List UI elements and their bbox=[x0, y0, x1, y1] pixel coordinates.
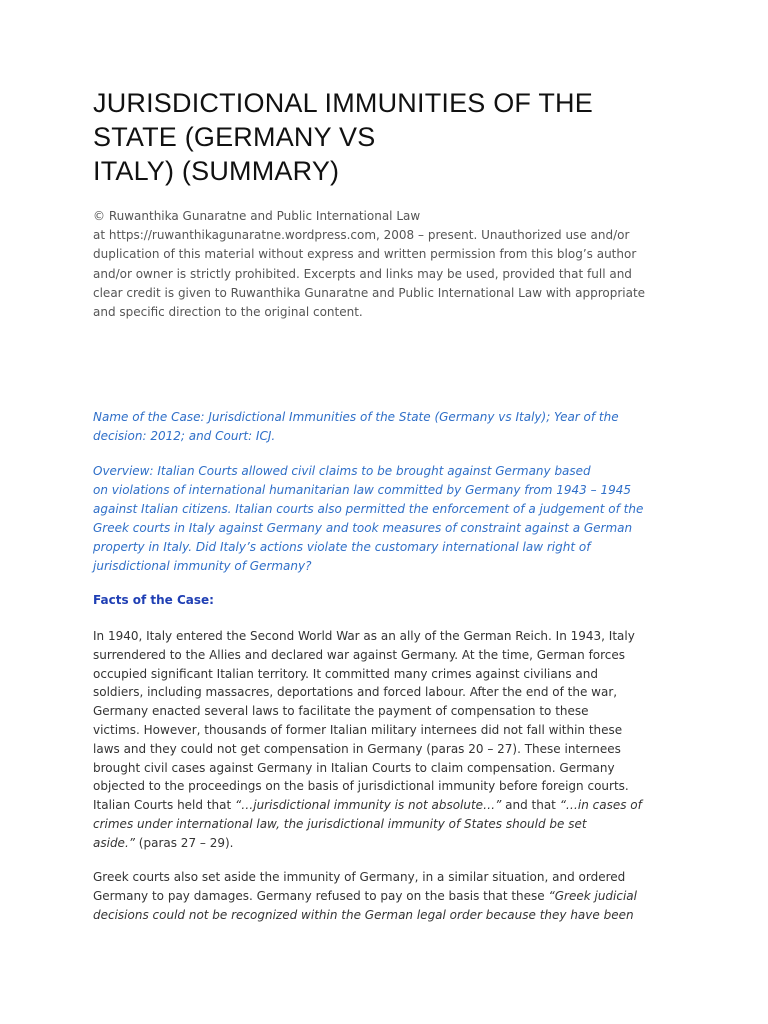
title-line-1: JURISDICTIONAL IMMUNITIES OF THE bbox=[93, 88, 593, 118]
title-line-3: ITALY) (SUMMARY) bbox=[93, 156, 340, 186]
facts-paragraph-2 bbox=[93, 868, 673, 924]
facts-p1-line-2: surrendered to the Allies and declared war against Germany. At the time, German forces bbox=[93, 647, 626, 662]
facts-p1-line-8: brought civil cases against Germany in Italian Courts to claim compensation. Germany bbox=[93, 760, 615, 775]
facts-p2-line-2 bbox=[93, 887, 673, 906]
facts-p1-line-4: soldiers, including massacres, deportations and forced labour. After the end of the war, bbox=[93, 685, 618, 700]
line10-start: Italian Courts held that bbox=[93, 798, 236, 813]
case-name-line-2: decision: 2012; and Court: ICJ. bbox=[93, 429, 276, 443]
line12-end: (paras 27 – 29). bbox=[134, 835, 234, 850]
copyright-line-6: and specific direction to the original content. bbox=[93, 305, 363, 320]
quote-crimes-start: “…in cases of bbox=[559, 798, 642, 813]
copyright-line-4: and/or owner is strictly prohibited. Excerpts and links may be used, provided that full and bbox=[93, 266, 632, 281]
overview-line-4: Greek courts in Italy against Germany and took measures of constraint against a German bbox=[93, 521, 633, 535]
case-name-line-1: Name of the Case: Jurisdictional Immunities of the State (Germany vs Italy); Year of the bbox=[93, 410, 619, 424]
quote-greek-start: “Greek judicial bbox=[548, 888, 637, 903]
facts-p2-line-1: Greek courts also set aside the immunity of Germany, in a similar situation, and ordered bbox=[93, 870, 626, 884]
facts-p1-line-1: In 1940, Italy entered the Second World War as an ally of the German Reich. In 1943, Italy bbox=[93, 629, 635, 643]
overview-line-2: on violations of international humanitarian law committed by Germany from 1943 – 1945 bbox=[93, 483, 631, 497]
copyright-line-5: clear credit is given to Ruwanthika Gunaratne and Public International Law with appropriate bbox=[93, 285, 646, 300]
facts-p2-line-3 bbox=[93, 906, 673, 925]
facts-p1-line-11 bbox=[93, 815, 673, 834]
copyright-notice bbox=[93, 207, 673, 322]
facts-paragraph-1 bbox=[93, 627, 673, 853]
document-title bbox=[93, 86, 693, 188]
overview-line-1: Overview: Italian Courts allowed civil claims to be brought against Germany based bbox=[93, 464, 591, 478]
facts-p1-line-3: occupied significant Italian territory. It committed many crimes against civilians and bbox=[93, 666, 598, 681]
copyright-line-2: at https://ruwanthikagunaratne.wordpress.com, 2008 – present. Unauthorized use and/or bbox=[93, 228, 630, 243]
facts-p1-line-7: laws and they could not get compensation in Germany (paras 20 – 27). These internees bbox=[93, 741, 621, 756]
overview-line-3: against Italian citizens. Italian courts also permitted the enforcement of a judgement of the bbox=[93, 502, 644, 516]
facts-p1-line-12 bbox=[93, 834, 673, 853]
quote-crimes-end: aside.” bbox=[93, 835, 135, 850]
line10-mid: and that bbox=[501, 798, 560, 813]
facts-p1-line-9: objected to the proceedings on the basis of jurisdictional immunity before foreign courts. bbox=[93, 779, 629, 794]
facts-p1-line-10 bbox=[93, 796, 673, 815]
title-line-2: STATE (GERMANY VS bbox=[93, 122, 376, 152]
overview-line-5: property in Italy. Did Italy’s actions violate the customary international law right of bbox=[93, 540, 591, 554]
copyright-line-1: © Ruwanthika Gunaratne and Public International Law bbox=[93, 209, 421, 223]
case-name-paragraph bbox=[93, 408, 673, 446]
facts-p1-line-6: victims. However, thousands of former Italian military internees did not fall within these bbox=[93, 722, 623, 737]
overview-paragraph bbox=[93, 462, 673, 576]
copyright-line-3: duplication of this material without express and written permission from this blog’s author bbox=[93, 247, 637, 262]
quote-greek-continued: decisions could not be recognized within the German legal order because they have been bbox=[93, 907, 634, 922]
overview-line-6: jurisdictional immunity of Germany? bbox=[93, 559, 312, 573]
quote-crimes-middle: crimes under international law, the jurisdictional immunity of States should be set bbox=[93, 816, 587, 831]
facts-p1-line-5: Germany enacted several laws to facilitate the payment of compensation to these bbox=[93, 704, 589, 719]
quote-not-absolute: “…jurisdictional immunity is not absolute…” bbox=[235, 798, 502, 813]
p2-line2-start: Germany to pay damages. Germany refused to pay on the basis that these bbox=[93, 888, 549, 903]
facts-heading: Facts of the Case: bbox=[93, 593, 214, 607]
